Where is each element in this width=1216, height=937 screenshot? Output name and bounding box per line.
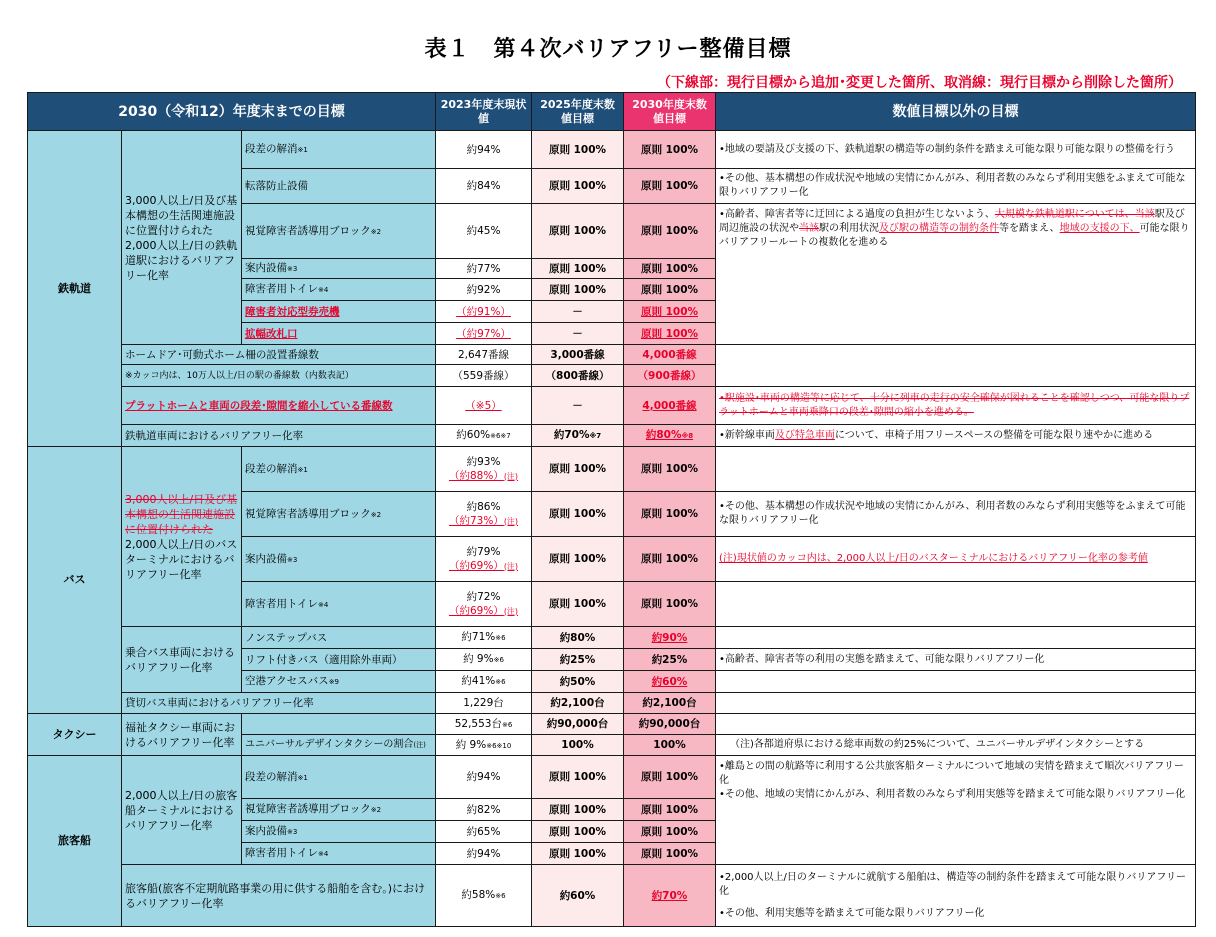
other-goal: （注)各都道府県における総車両数の約25%について、ユニバーサルデザインタクシーとする — [716, 735, 1196, 756]
current-value: 52,553台※6 — [436, 714, 532, 735]
table-row — [28, 693, 1196, 714]
target-2025: （800番線） — [532, 365, 624, 387]
current-value: 約94% — [436, 756, 532, 799]
target-2025: 原則 100% — [532, 131, 624, 169]
ship-group-label: 2,000人以上/日の旅客船ターミナルにおけるバリアフリー化率 — [122, 756, 242, 865]
target-2025: 原則 100% — [532, 492, 624, 537]
row-label: 空港アクセスバス※9 — [242, 671, 436, 693]
table-row — [28, 425, 1196, 447]
row-label: 拡幅改札口 — [242, 323, 436, 345]
current-value: 約92% — [436, 279, 532, 301]
row-label: 障害者用トイレ※4 — [242, 279, 436, 301]
target-2025: 約50% — [532, 671, 624, 693]
current-value: 約58%※6 — [436, 865, 532, 927]
target-2025: 原則 100% — [532, 799, 624, 821]
row-label: 段差の解消※1 — [242, 447, 436, 492]
current-value: （約97%） — [436, 323, 532, 345]
row-label: 転落防止設備 — [242, 169, 436, 204]
current-value: 約84% — [436, 169, 532, 204]
target-2025: － — [532, 387, 624, 425]
row-label: 障害者用トイレ※4 — [242, 843, 436, 865]
target-2030: 原則 100% — [624, 131, 716, 169]
table-row — [28, 714, 1196, 735]
row-label: 障害者用トイレ※4 — [242, 582, 436, 627]
row-label: 段差の解消※1 — [242, 756, 436, 799]
page-title: 表１ 第４次バリアフリー整備目標 — [424, 37, 792, 62]
row-label: 案内設備※3 — [242, 821, 436, 843]
row-label: 視覚障害者誘導用ブロック※2 — [242, 799, 436, 821]
target-2030: 原則 100% — [624, 492, 716, 537]
current-value: （約91%） — [436, 301, 532, 323]
target-2030: 約90% — [624, 627, 716, 649]
rail-group-label: 3,000人以上/日及び基本構想の生活関連施設に位置付けられた2,000人以上/日の鉄軌道駅におけるバリアフリー化率 — [122, 131, 242, 345]
target-2030: 原則 100% — [624, 323, 716, 345]
target-2030: 約25% — [624, 649, 716, 671]
target-2030: 約2,100台 — [624, 693, 716, 714]
current-value: 約79% （約69%）(注) — [436, 537, 532, 582]
current-value: 約71%※6 — [436, 627, 532, 649]
row-label: 案内設備※3 — [242, 259, 436, 279]
target-2030: 原則 100% — [624, 169, 716, 204]
other-goal: •その他、基本構想の作成状況や地域の実情にかんがみ、利用者数のみならず利用実態をふまえて可能な限りバリアフリー化 — [716, 169, 1196, 204]
other-goal-empty — [716, 714, 1196, 735]
mode-ship: 旅客船 — [28, 756, 122, 927]
current-value: 約77% — [436, 259, 532, 279]
table-row — [28, 756, 1196, 799]
bus-group-label: 3,000人以上/日及び基本構想の生活関連施設に位置付けられた2,000人以上/日のバスターミナルにおけるバリアフリー化率 — [122, 447, 242, 627]
other-goal: •駅施設･車両の構造等に応じて、十分に列車の走行の安全確保が図れることを確認しつつ、可能な限りプラットホームと車両乗降口の段差･隙間の縮小を進める。 — [716, 387, 1196, 425]
target-2030: 原則 100% — [624, 843, 716, 865]
row-label: 視覚障害者誘導用ブロック※2 — [242, 492, 436, 537]
target-2025: 約2,100台 — [532, 693, 624, 714]
target-2030: 原則 100% — [624, 204, 716, 259]
legend-note: （下線部：現行目標から追加･変更した箇所、取消線：現行目標から削除した箇所） — [657, 75, 1182, 91]
target-2030: 約70% — [624, 865, 716, 927]
target-2025: 原則 100% — [532, 447, 624, 492]
current-value: 約41%※6 — [436, 671, 532, 693]
target-2030: 原則 100% — [624, 301, 716, 323]
mode-bus: バス — [28, 447, 122, 714]
target-2030: 100% — [624, 735, 716, 756]
table-row — [28, 387, 1196, 425]
current-value: （559番線） — [436, 365, 532, 387]
current-value: 約72% （約69%）(注) — [436, 582, 532, 627]
current-value: 約82% — [436, 799, 532, 821]
current-value: 約86% （約73%）(注) — [436, 492, 532, 537]
other-goal: •離島との間の航路等に利用する公共旅客船ターミナルについて地域の実情を踏まえて順次バリアフリー化 •その他、地域の実情にかんがみ、利用者数のみならず利用実態等を踏まえて可能な限りバリアフリー化 — [716, 756, 1196, 865]
target-2025: 原則 100% — [532, 204, 624, 259]
target-2025: 約70%※7 — [532, 425, 624, 447]
other-goal: •高齢者、障害者等に迂回による過度の負担が生じないよう、大規模な鉄軌道駅については、当該駅及び周辺施設の状況や当該駅の利用状況及び駅の構造等の制約条件等を踏まえ、地域の支援の下、可能な限りバリアフリールートの複数化を進める — [716, 204, 1196, 345]
table-row — [28, 345, 1196, 365]
row-label: 段差の解消※1 — [242, 131, 436, 169]
target-2025: 100% — [532, 735, 624, 756]
current-value: 約 9%※6※10 — [436, 735, 532, 756]
header-goal: 2030（令和12）年度末までの目標 — [28, 93, 436, 131]
target-2030: 原則 100% — [624, 447, 716, 492]
target-2025: 原則 100% — [532, 279, 624, 301]
header-current: 2023年度末現状値 — [436, 93, 532, 131]
table-row — [28, 447, 1196, 492]
current-value: 約93% （約88%）(注) — [436, 447, 532, 492]
target-2030: 約90,000台 — [624, 714, 716, 735]
header-other: 数値目標以外の目標 — [716, 93, 1196, 131]
target-2025: 原則 100% — [532, 843, 624, 865]
target-2030: 約60% — [624, 671, 716, 693]
other-goal-empty — [716, 582, 1196, 627]
other-goal: •高齢者、障害者等の利用の実態を踏まえて、可能な限りバリアフリー化 — [716, 649, 1196, 671]
other-goal-empty — [716, 671, 1196, 693]
taxi-group-label: 福祉タクシー車両におけるバリアフリー化率 — [122, 714, 242, 756]
target-2030: 原則 100% — [624, 582, 716, 627]
other-goal: •2,000人以上/日のターミナルに就航する船舶は、構造等の制約条件を踏まえて可能な限りバリアフリー化 •その他、利用実態等を踏まえて可能な限りバリアフリー化 — [716, 865, 1196, 927]
target-2030: 原則 100% — [624, 756, 716, 799]
row-label: 鉄軌道車両におけるバリアフリー化率 — [122, 425, 436, 447]
other-goal-empty — [716, 627, 1196, 649]
current-value: 約60%※6※7 — [436, 425, 532, 447]
target-2025: 原則 100% — [532, 582, 624, 627]
other-goal-empty — [716, 345, 1196, 387]
table-row — [28, 865, 1196, 927]
other-goal: •地域の要請及び支援の下、鉄軌道駅の構造等の制約条件を踏まえ可能な限り可能な限りの整備を行う — [716, 131, 1196, 169]
target-2025: 約25% — [532, 649, 624, 671]
current-value: （※5） — [436, 387, 532, 425]
target-2025: 約60% — [532, 865, 624, 927]
row-label: 旅客船(旅客不定期航路事業の用に供する船舶を含む。)におけるバリアフリー化率 — [122, 865, 436, 927]
target-2030: 4,000番線 — [624, 345, 716, 365]
shared-bus-group-label: 乗合バス車両におけるバリアフリー化率 — [122, 627, 242, 693]
target-2030: 原則 100% — [624, 259, 716, 279]
target-2025: － — [532, 301, 624, 323]
target-2025: 原則 100% — [532, 537, 624, 582]
table-row — [28, 627, 1196, 649]
target-2025: 約90,000台 — [532, 714, 624, 735]
row-label-empty — [242, 714, 436, 735]
target-2030: 原則 100% — [624, 279, 716, 301]
header-2025: 2025年度末数値目標 — [532, 93, 624, 131]
target-2025: 約80% — [532, 627, 624, 649]
row-label: ノンステップバス — [242, 627, 436, 649]
mode-rail: 鉄軌道 — [28, 131, 122, 447]
target-2030: 4,000番線 — [624, 387, 716, 425]
target-2030: 原則 100% — [624, 537, 716, 582]
target-2025: 原則 100% — [532, 169, 624, 204]
row-label: 視覚障害者誘導用ブロック※2 — [242, 204, 436, 259]
current-value: 約94% — [436, 131, 532, 169]
other-goal-empty — [716, 447, 1196, 492]
target-2030: 原則 100% — [624, 799, 716, 821]
other-goal: (注)現状値のカッコ内は、2,000人以上/日のバスターミナルにおけるバリアフリー化率の参考値 — [716, 537, 1196, 582]
target-2030: 約80%※8 — [624, 425, 716, 447]
other-goal: •その他、基本構想の作成状況や地域の実情にかんがみ、利用者数のみならず利用実態等をふまえて可能な限りバリアフリー化 — [716, 492, 1196, 537]
table-row — [28, 131, 1196, 169]
row-note: ※カッコ内は、10万人以上/日の駅の番線数（内数表記） — [122, 365, 436, 387]
row-label: プラットホームと車両の段差･隙間を縮小している番線数 — [122, 387, 436, 425]
target-2030: （900番線） — [624, 365, 716, 387]
current-value: 1,229台 — [436, 693, 532, 714]
target-2025: 原則 100% — [532, 756, 624, 799]
current-value: 約 9%※6 — [436, 649, 532, 671]
target-2025: 3,000番線 — [532, 345, 624, 365]
row-label: ユニバーサルデザインタクシーの割合(注) — [242, 735, 436, 756]
current-value: 約65% — [436, 821, 532, 843]
row-label: リフト付きバス（適用除外車両） — [242, 649, 436, 671]
current-value: 約45% — [436, 204, 532, 259]
current-value: 2,647番線 — [436, 345, 532, 365]
barrier-free-targets-table — [27, 92, 1196, 927]
other-goal-empty — [716, 693, 1196, 714]
target-2030: 原則 100% — [624, 821, 716, 843]
target-2025: － — [532, 323, 624, 345]
row-label: ホームドア･可動式ホーム柵の設置番線数 — [122, 345, 436, 365]
target-2025: 原則 100% — [532, 821, 624, 843]
header-row — [28, 93, 1196, 131]
mode-taxi: タクシー — [28, 714, 122, 756]
row-label: 案内設備※3 — [242, 537, 436, 582]
row-label: 貸切バス車両におけるバリアフリー化率 — [122, 693, 436, 714]
target-2025: 原則 100% — [532, 259, 624, 279]
other-goal: •新幹線車両及び特急車両について、車椅子用フリースペースの整備を可能な限り速やかに進める — [716, 425, 1196, 447]
current-value: 約94% — [436, 843, 532, 865]
header-2030: 2030年度末数値目標 — [624, 93, 716, 131]
row-label: 障害者対応型券売機 — [242, 301, 436, 323]
